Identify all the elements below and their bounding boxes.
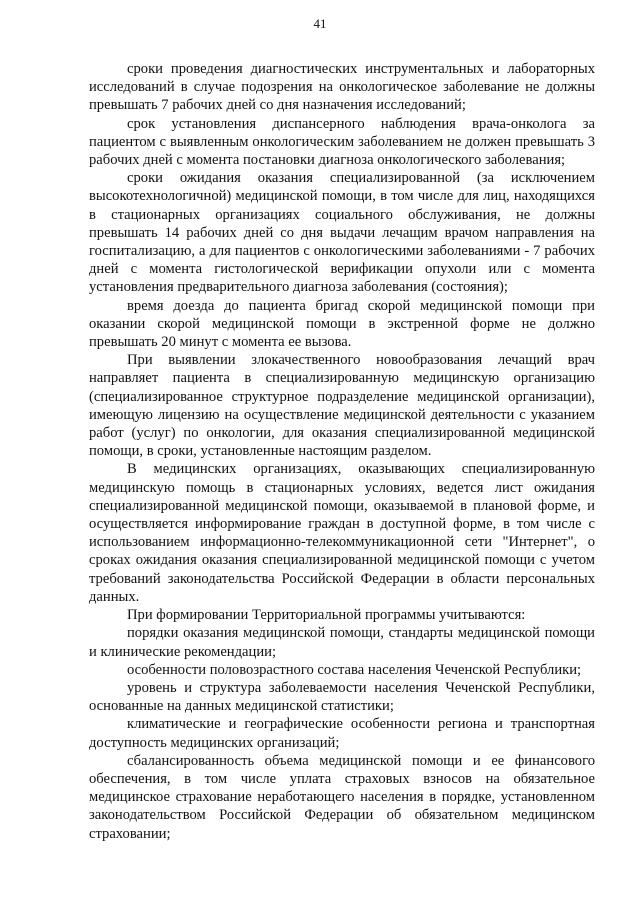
paragraph: климатические и географические особенности региона и транспортная доступность медицинских организаций;	[89, 716, 595, 751]
paragraph: уровень и структура заболеваемости населения Чеченской Республики, основанные на данных медицинской статистики;	[89, 679, 595, 715]
paragraph: время доезда до пациента бригад скорой медицинской помощи при оказании скорой медицинской помощи в экстренной форме не должно превышать 20 минут с момента ее вызова.	[89, 297, 595, 351]
paragraph: сбалансированность объема медицинской помощи и ее финансового обеспечения, в том числе уплата страховых взносов на обязательное медицинское страхование неработающего населения в порядке, установленном законодательством Российской Федерации об обязательном медицинском страховании;	[89, 752, 595, 842]
paragraph: порядки оказания медицинской помощи, стандарты медицинской помощи и клинические рекомендации;	[89, 625, 595, 660]
paragraph: особенности половозрастного состава населения Чеченской Республики;	[127, 661, 582, 678]
paragraph: сроки ожидания оказания специализированной (за исключением высокотехнологичной) медицинской помощи, в том числе для лиц, находящихся в стационарных организациях социального обслуживания, не должны превышать 14 рабочих дней со дня выдачи лечащим врачом направления на госпитализацию, а для пациентов с онкологическими заболеваниями - 7 рабочих дней с момента гистологической верификации опухоли или с момента установления предварительного диагноза заболевания (состояния);	[89, 170, 595, 296]
paragraph: срок установления диспансерного наблюдения врача-онколога за пациентом с выявленным онкологическим заболеванием не должен превышать 3 рабочих дней с момента постановки диагноза онкологического заболевания;	[89, 115, 595, 169]
paragraph: В медицинских организациях, оказывающих специализированную медицинскую помощь в стационарных условиях, ведется лист ожидания специализированной медицинской помощи, оказываемой в плановой форме, и осуществляется информирование граждан в доступной форме, в том числе с использованием информационно-телекоммуникационной сети "Интернет", о сроках ожидания оказания специализированной медицинской помощи с учетом требований законодательства Российской Федерации в области персональных данных.	[89, 461, 595, 605]
paragraph: сроки проведения диагностических инструментальных и лабораторных исследований в случае подозрения на онкологическое заболевание не должны превышать 7 рабочих дней со дня назначения исследований;	[89, 61, 595, 114]
document-body	[89, 60, 595, 843]
paragraph: При формировании Территориальной программы учитываются:	[127, 607, 526, 624]
page-number: 41	[313, 16, 327, 31]
paragraph: При выявлении злокачественного новообразования лечащий врач направляет пациента в специализированную медицинскую организацию (специализированное структурное подразделение медицинской организации), имеющую лицензию на осуществление медицинской деятельности с указанием работ (услуг) по онкологии, для оказания специализированной медицинской помощи, в сроки, установленные настоящим разделом.	[89, 352, 595, 460]
